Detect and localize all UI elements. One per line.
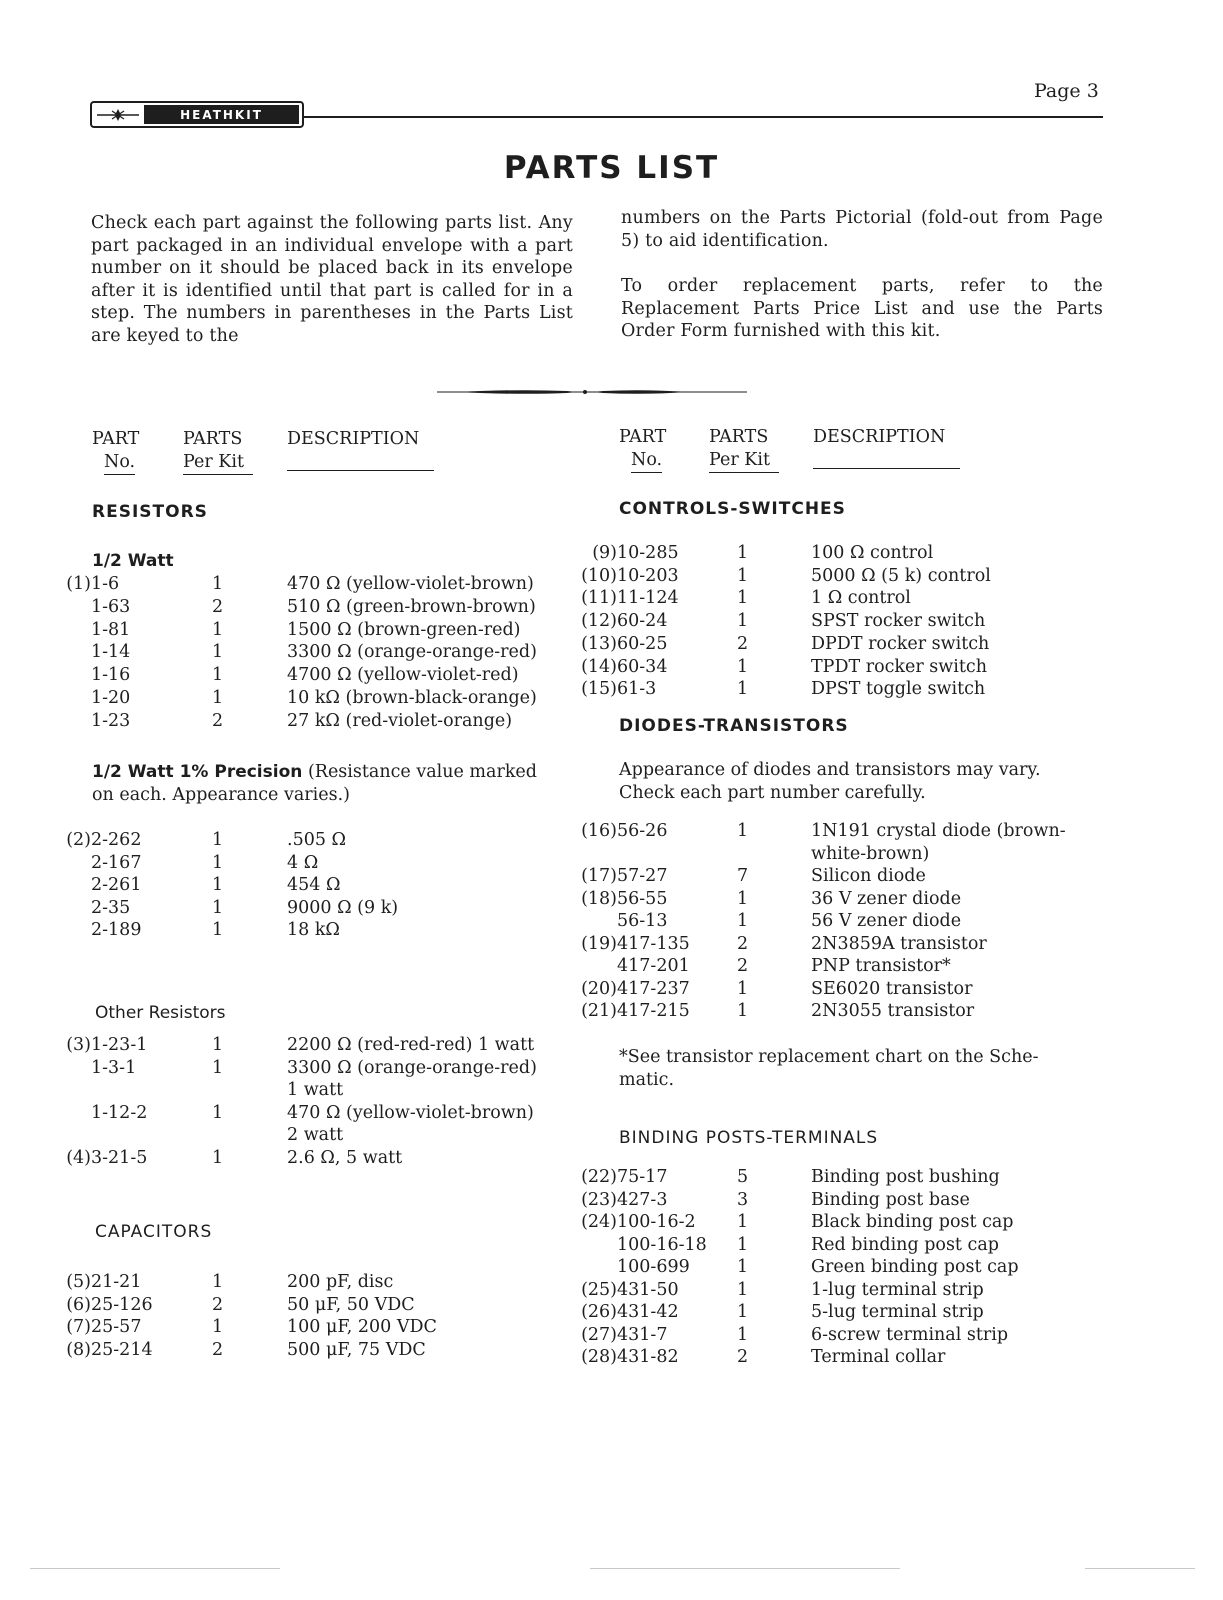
column-part-no-right: PART No. <box>619 426 679 473</box>
part-description: 1N191 crystal diode (brown- <box>811 821 1066 841</box>
intro-order-note: To order replacement parts, refer to the Replacement Parts Price List and use the Parts Order Form furnished with this kit. <box>621 276 1103 341</box>
part-description: 1 Ω control <box>811 588 911 608</box>
column-description-right: DESCRIPTION <box>813 426 960 476</box>
part-description: 6-screw terminal strip <box>811 1325 1009 1345</box>
parts-per-kit: 2 <box>737 1347 749 1367</box>
part-number: 1-12-2 <box>91 1103 148 1123</box>
part-number: 75-17 <box>617 1167 668 1187</box>
part-description: 27 kΩ (red-violet-orange) <box>287 711 513 731</box>
part-number: 431-42 <box>617 1302 679 1322</box>
parts-per-kit: 1 <box>737 1235 749 1255</box>
parts-per-kit: 2 <box>737 634 749 654</box>
part-number: 56-55 <box>617 889 668 909</box>
part-key: (6) <box>66 1295 91 1315</box>
part-key: (5) <box>66 1272 91 1292</box>
part-number: 21-21 <box>91 1272 142 1292</box>
part-description: 2 watt <box>287 1125 344 1145</box>
part-description: 50 μF, 50 VDC <box>287 1295 415 1315</box>
part-description: SPST rocker switch <box>811 611 986 631</box>
part-description: 2.6 Ω, 5 watt <box>287 1148 403 1168</box>
part-description: Binding post base <box>811 1190 970 1210</box>
part-number: 2-167 <box>91 853 142 873</box>
part-number: 1-6 <box>91 574 120 594</box>
part-number: 417-215 <box>617 1001 690 1021</box>
part-key: (14) <box>581 657 617 677</box>
part-description: DPDT rocker switch <box>811 634 990 654</box>
part-description: 10 kΩ (brown-black-orange) <box>287 688 537 708</box>
diodes-heading: DIODES-TRANSISTORS <box>619 716 849 736</box>
parts-per-kit: 1 <box>737 1001 749 1021</box>
parts-per-kit: 1 <box>737 889 749 909</box>
part-description: DPST toggle switch <box>811 679 986 699</box>
transistor-footnote: *See transistor replacement chart on the Sche- matic. <box>619 1047 1039 1090</box>
part-description: 4 Ω <box>287 853 319 873</box>
parts-per-kit: 2 <box>737 956 749 976</box>
part-description: 470 Ω (yellow-violet-brown) <box>287 574 534 594</box>
part-number: 431-82 <box>617 1347 679 1367</box>
part-key: (23) <box>581 1190 617 1210</box>
parts-per-kit: 2 <box>212 597 224 617</box>
part-number: 60-24 <box>617 611 668 631</box>
part-number: 417-237 <box>617 979 690 999</box>
parts-per-kit: 1 <box>737 911 749 931</box>
parts-per-kit: 1 <box>737 821 749 841</box>
page-number: Page 3 <box>1034 80 1099 102</box>
logo-text: HEATHKIT <box>144 105 299 124</box>
part-description: 100 μF, 200 VDC <box>287 1317 437 1337</box>
part-description: Red binding post cap <box>811 1235 999 1255</box>
parts-per-kit: 1 <box>737 1325 749 1345</box>
parts-per-kit: 1 <box>737 657 749 677</box>
intro-right <box>621 207 1103 343</box>
parts-per-kit: 1 <box>212 620 224 640</box>
part-description: 100 Ω control <box>811 543 934 563</box>
parts-per-kit: 2 <box>212 711 224 731</box>
part-key: (24) <box>581 1212 617 1232</box>
footer-rule-left <box>30 1568 280 1569</box>
header-rule <box>300 116 1103 118</box>
parts-per-kit: 1 <box>212 1148 224 1168</box>
parts-per-kit: 1 <box>737 1212 749 1232</box>
parts-per-kit: 1 <box>737 588 749 608</box>
part-number: 11-124 <box>617 588 679 608</box>
part-description: TPDT rocker switch <box>811 657 987 677</box>
parts-per-kit: 1 <box>212 853 224 873</box>
parts-per-kit: 1 <box>737 679 749 699</box>
part-number: 1-23-1 <box>91 1035 148 1055</box>
part-number: 431-50 <box>617 1280 679 1300</box>
part-number: 1-81 <box>91 620 131 640</box>
part-number: 10-285 <box>617 543 679 563</box>
part-description: 200 pF, disc <box>287 1272 394 1292</box>
part-number: 2-189 <box>91 920 142 940</box>
part-description: SE6020 transistor <box>811 979 973 999</box>
half-watt-heading: 1/2 Watt <box>92 551 174 571</box>
part-description: 1500 Ω (brown-green-red) <box>287 620 521 640</box>
parts-per-kit: 1 <box>212 665 224 685</box>
binding-heading: BINDING POSTS-TERMINALS <box>619 1128 879 1148</box>
part-key: (27) <box>581 1325 617 1345</box>
parts-per-kit: 1 <box>737 1280 749 1300</box>
part-key: (20) <box>581 979 617 999</box>
parts-per-kit: 1 <box>212 574 224 594</box>
controls-heading: CONTROLS-SWITCHES <box>619 499 846 519</box>
column-part-no: PART No. <box>92 428 152 475</box>
part-description: Binding post bushing <box>811 1167 1000 1187</box>
part-number: 100-16-2 <box>617 1212 696 1232</box>
part-number: 100-16-18 <box>617 1235 707 1255</box>
parts-per-kit: 1 <box>212 1058 224 1078</box>
part-description: 2200 Ω (red-red-red) 1 watt <box>287 1035 535 1055</box>
parts-per-kit: 2 <box>737 934 749 954</box>
parts-per-kit: 2 <box>212 1340 224 1360</box>
page-title: PARTS LIST <box>503 150 720 186</box>
part-number: 1-63 <box>91 597 131 617</box>
part-number: 2-261 <box>91 875 142 895</box>
resistors-heading: RESISTORS <box>92 502 208 522</box>
part-description: 4700 Ω (yellow-violet-red) <box>287 665 519 685</box>
part-number: 1-20 <box>91 688 131 708</box>
part-number: 56-13 <box>617 911 668 931</box>
parts-per-kit: 1 <box>737 611 749 631</box>
part-description: 18 kΩ <box>287 920 340 940</box>
part-description: 56 V zener diode <box>811 911 962 931</box>
part-description: 36 V zener diode <box>811 889 962 909</box>
precision-heading-block: 1/2 Watt 1% Precision (Resistance value marked on each. Appearance varies.) <box>92 762 537 805</box>
parts-per-kit: 5 <box>737 1167 749 1187</box>
part-number: 25-214 <box>91 1340 153 1360</box>
part-key: (7) <box>66 1317 91 1337</box>
parts-per-kit: 1 <box>212 898 224 918</box>
part-description: 1-lug terminal strip <box>811 1280 984 1300</box>
part-number: 2-35 <box>91 898 131 918</box>
parts-per-kit: 1 <box>212 642 224 662</box>
part-key: (12) <box>581 611 617 631</box>
diodes-note: Appearance of diodes and transistors may vary. Check each part number carefully. <box>619 760 1041 803</box>
part-number: 60-34 <box>617 657 668 677</box>
logo-emblem-icon <box>92 103 144 126</box>
part-key: (8) <box>66 1340 91 1360</box>
part-number: 2-262 <box>91 830 142 850</box>
part-description: 1 watt <box>287 1080 344 1100</box>
parts-per-kit: 1 <box>212 920 224 940</box>
part-description: 2N3859A transistor <box>811 934 987 954</box>
part-description: 454 Ω <box>287 875 341 895</box>
column-per-kit-right: PARTS Per Kit <box>709 426 779 473</box>
part-number: 61-3 <box>617 679 657 699</box>
part-description: 5-lug terminal strip <box>811 1302 984 1322</box>
part-number: 10-203 <box>617 566 679 586</box>
parts-per-kit: 1 <box>212 1317 224 1337</box>
other-resistors-heading: Other Resistors <box>95 1003 226 1023</box>
parts-per-kit: 1 <box>737 543 749 563</box>
part-number: 1-16 <box>91 665 131 685</box>
part-description: 2N3055 transistor <box>811 1001 975 1021</box>
part-description: Silicon diode <box>811 866 926 886</box>
part-key: (21) <box>581 1001 617 1021</box>
part-description: 5000 Ω (5 k) control <box>811 566 991 586</box>
part-key: (19) <box>581 934 617 954</box>
part-number: 417-135 <box>617 934 690 954</box>
parts-per-kit: 1 <box>212 1103 224 1123</box>
parts-per-kit: 1 <box>737 1302 749 1322</box>
part-number: 431-7 <box>617 1325 668 1345</box>
capacitors-heading: CAPACITORS <box>95 1222 213 1242</box>
part-description: Green binding post cap <box>811 1257 1019 1277</box>
part-description: PNP transistor* <box>811 956 951 976</box>
part-description: 510 Ω (green-brown-brown) <box>287 597 536 617</box>
part-key: (13) <box>581 634 617 654</box>
parts-per-kit: 1 <box>212 875 224 895</box>
part-key: (10) <box>581 566 617 586</box>
column-per-kit: PARTS Per Kit <box>183 428 253 475</box>
part-description: 9000 Ω (9 k) <box>287 898 399 918</box>
part-key: (2) <box>66 830 91 850</box>
parts-per-kit: 1 <box>737 979 749 999</box>
part-number: 1-23 <box>91 711 131 731</box>
parts-per-kit: 7 <box>737 866 749 886</box>
part-description: 470 Ω (yellow-violet-brown) <box>287 1103 534 1123</box>
part-key: (26) <box>581 1302 617 1322</box>
part-number: 1-3-1 <box>91 1058 137 1078</box>
part-key: (17) <box>581 866 617 886</box>
parts-per-kit: 1 <box>212 688 224 708</box>
section-divider <box>437 387 747 397</box>
part-number: 60-25 <box>617 634 668 654</box>
part-number: 100-699 <box>617 1257 690 1277</box>
part-description: 500 μF, 75 VDC <box>287 1340 426 1360</box>
part-key: (1) <box>66 574 91 594</box>
part-number: 1-14 <box>91 642 131 662</box>
part-key: (11) <box>581 588 617 608</box>
part-key: (15) <box>581 679 617 699</box>
part-number: 3-21-5 <box>91 1148 148 1168</box>
parts-per-kit: 2 <box>212 1295 224 1315</box>
part-key: (28) <box>581 1347 617 1367</box>
parts-per-kit: 1 <box>212 1035 224 1055</box>
part-description: 3300 Ω (orange-orange-red) <box>287 642 537 662</box>
part-description: .505 Ω <box>287 830 347 850</box>
column-description: DESCRIPTION <box>287 428 434 478</box>
parts-per-kit: 1 <box>737 566 749 586</box>
part-description: white-brown) <box>811 844 930 864</box>
intro-left: Check each part against the following parts list. Any part packaged in an individual envelope with a part number on it should be placed back in its envelope after it is identified until that part is called for in a step. The numbers in parentheses in the Parts List are keyed to the <box>91 213 573 346</box>
part-key: (4) <box>66 1148 91 1168</box>
footer-rule-center <box>590 1568 900 1569</box>
part-key: (18) <box>581 889 617 909</box>
part-key: (16) <box>581 821 617 841</box>
parts-per-kit: 1 <box>737 1257 749 1277</box>
part-number: 427-3 <box>617 1190 668 1210</box>
part-number: 25-126 <box>91 1295 153 1315</box>
part-key: (3) <box>66 1035 91 1055</box>
heathkit-logo <box>90 101 304 128</box>
part-number: 57-27 <box>617 866 668 886</box>
part-key: (22) <box>581 1167 617 1187</box>
part-key: (9) <box>592 543 617 563</box>
part-description: Black binding post cap <box>811 1212 1014 1232</box>
parts-per-kit: 1 <box>212 1272 224 1292</box>
parts-per-kit: 1 <box>212 830 224 850</box>
part-description: Terminal collar <box>811 1347 946 1367</box>
part-description: 3300 Ω (orange-orange-red) <box>287 1058 537 1078</box>
part-key: (25) <box>581 1280 617 1300</box>
part-number: 417-201 <box>617 956 690 976</box>
intro-pictorial-note: numbers on the Parts Pictorial (fold-out from Page 5) to aid identification. <box>621 208 1103 251</box>
parts-per-kit: 3 <box>737 1190 749 1210</box>
part-number: 56-26 <box>617 821 668 841</box>
part-number: 25-57 <box>91 1317 142 1337</box>
footer-rule-right <box>1085 1568 1195 1569</box>
